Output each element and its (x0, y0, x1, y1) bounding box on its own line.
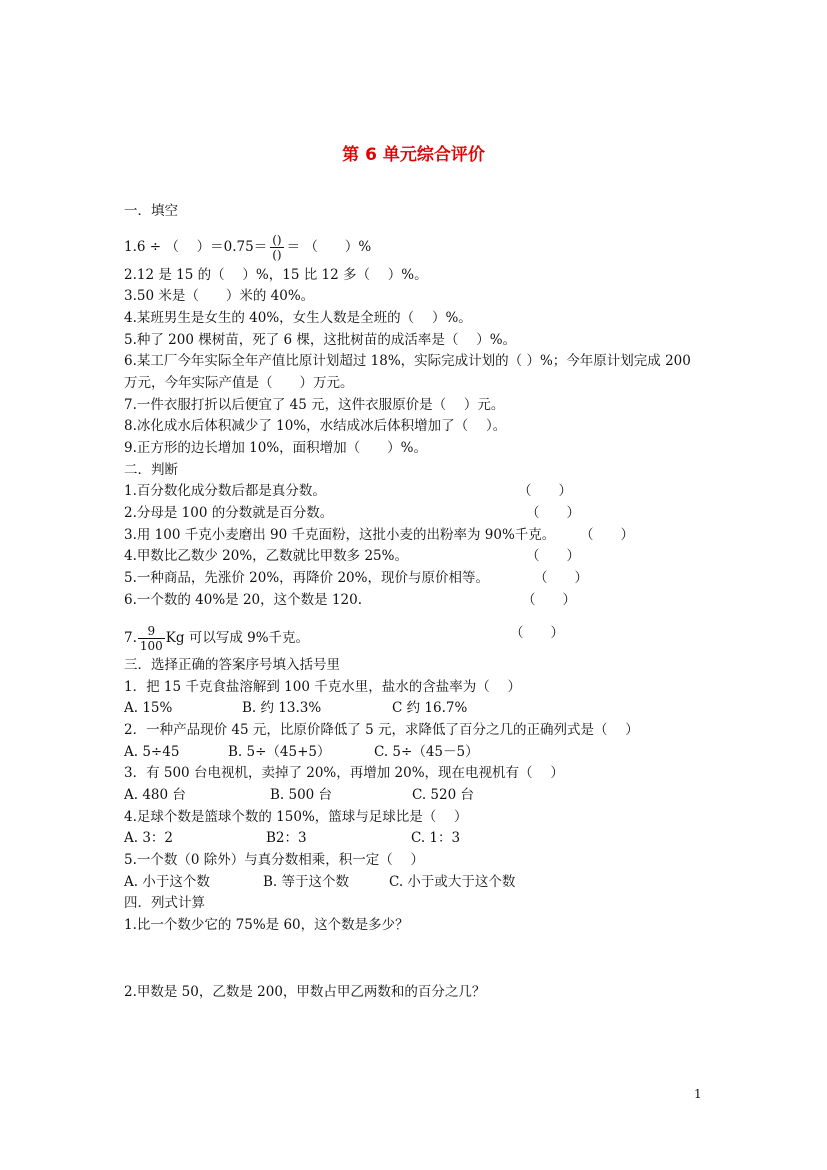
fill-q1-part-a: 1.6 ÷ （ ）＝0.75＝ (124, 239, 268, 255)
fill-question-7: 7.一件衣服打折以后便宜了 45 元，这件衣服原价是（ ）元。 (124, 397, 505, 413)
section3-heading: 三．选择正确的答案序号填入括号里 (124, 657, 340, 673)
choice-q4-option-a: A. 3：2 (124, 830, 174, 846)
judge-q7-fraction (138, 624, 165, 653)
fill-question-3: 3.50 米是（ ）米的 40%。 (124, 288, 315, 304)
choice-q2-option-b: B. 5÷（45+5） (228, 744, 331, 760)
fill-question-6-line1: 6.某工厂今年实际全年产值比原计划超过 18%，实际完成计划的（ ）%；今年原计划完成 200 (124, 353, 691, 369)
choice-question-4: 4.足球个数是篮球个数的 150%，篮球与足球比是（ ） (124, 809, 468, 825)
choice-q4-option-b: B2：3 (266, 830, 307, 846)
choice-question-3: 3．有 500 台电视机，卖掉了 20%，再增加 20%，现在电视机有（ ） (124, 765, 564, 781)
calc-question-1: 1.比一个数少它的 75%是 60，这个数是多少？ (124, 917, 409, 933)
fill-question-1 (124, 233, 371, 262)
judge-answer-paren-4: （ ） (526, 548, 580, 564)
fill-question-2: 2.12 是 15 的（ ）%，15 比 12 多（ ）%。 (124, 267, 428, 283)
fill-question-4: 4.某班男生是女生的 40%，女生人数是全班的（ ）%。 (124, 310, 472, 326)
choice-q1-option-b: B. 约 13.3% (242, 700, 322, 716)
section1-heading: 一．填空 (124, 203, 178, 219)
judge-answer-paren-3: （ ） (580, 527, 634, 543)
fraction-denominator: 100 (139, 639, 163, 653)
fraction-numerator: 9 (138, 624, 165, 639)
choice-q5-option-b: B. 等于这个数 (263, 874, 350, 890)
judge-answer-paren-2: （ ） (526, 505, 580, 521)
page-title: 第 6 单元综合评价 (342, 145, 485, 165)
fill-question-8: 8.冰化成水后体积减少了 10%，水结成冰后体积增加了（ ）。 (124, 418, 507, 434)
judge-answer-paren-7: （ ） (510, 625, 564, 641)
choice-q3-option-a: A. 480 台 (124, 787, 186, 803)
judge-q7-text: Kg 可以写成 9%千克。 (165, 630, 310, 646)
calc-question-2: 2.甲数是 50，乙数是 200，甲数占甲乙两数和的百分之几？ (124, 984, 486, 1000)
choice-q1-option-a: A. 15% (124, 700, 173, 716)
judge-answer-paren-5: （ ） (534, 570, 588, 586)
fill-q1-fraction (270, 233, 283, 262)
judge-answer-paren-6: （ ） (522, 592, 576, 608)
fill-question-6-line2: 万元，今年实际产值是（ ）万元。 (124, 375, 354, 391)
choice-q2-option-c: C. 5÷（45－5） (374, 744, 479, 760)
judge-answer-paren-1: （ ） (518, 483, 572, 499)
choice-q1-option-c: C 约 16.7% (392, 700, 468, 716)
choice-q5-option-c: C. 小于或大于这个数 (389, 874, 516, 890)
fill-question-5: 5.种了 200 棵树苗，死了 6 棵，这批树苗的成活率是（ ）%。 (124, 332, 517, 348)
judge-question-6: 6.一个数的 40%是 20，这个数是 120. (124, 592, 362, 608)
section2-heading: 二．判断 (124, 462, 178, 478)
fraction-numerator: () (272, 233, 282, 247)
choice-q2-option-a: A. 5÷45 (124, 744, 180, 760)
choice-q4-option-c: C. 1：3 (411, 830, 461, 846)
choice-question-5: 5.一个数（0 除外）与真分数相乘，积一定（ ） (124, 852, 425, 868)
judge-question-5: 5.一种商品，先涨价 20%，再降价 20%，现价与原价相等。 (124, 570, 489, 586)
choice-q3-option-b: B. 500 台 (270, 787, 333, 803)
fraction-denominator: () (272, 248, 282, 262)
judge-question-3: 3.用 100 千克小麦磨出 90 千克面粉，这批小麦的出粉率为 90%千克。 (124, 527, 556, 543)
section4-heading: 四．列式计算 (124, 895, 205, 911)
fill-question-9: 9.正方形的边长增加 10%，面积增加（ ）%。 (124, 440, 428, 456)
choice-question-1: 1．把 15 千克食盐溶解到 100 千克水里，盐水的含盐率为（ ） (124, 679, 521, 695)
page-number: 1 (694, 1087, 702, 1101)
choice-q3-option-c: C. 520 台 (412, 787, 474, 803)
judge-question-2: 2.分母是 100 的分数就是百分数。 (124, 505, 334, 521)
judge-q7-prefix: 7. (124, 630, 137, 646)
choice-question-2: 2．一种产品现价 45 元，比原价降低了 5 元，求降低了百分之几的正确列式是（ ） (124, 722, 639, 738)
judge-question-4: 4.甲数比乙数少 20%，乙数就比甲数多 25%。 (124, 548, 408, 564)
judge-question-7 (124, 624, 309, 653)
choice-q5-option-a: A. 小于这个数 (124, 874, 210, 890)
fill-q1-part-b: ＝ （ ）% (286, 239, 372, 255)
judge-question-1: 1.百分数化成分数后都是真分数。 (124, 483, 326, 499)
